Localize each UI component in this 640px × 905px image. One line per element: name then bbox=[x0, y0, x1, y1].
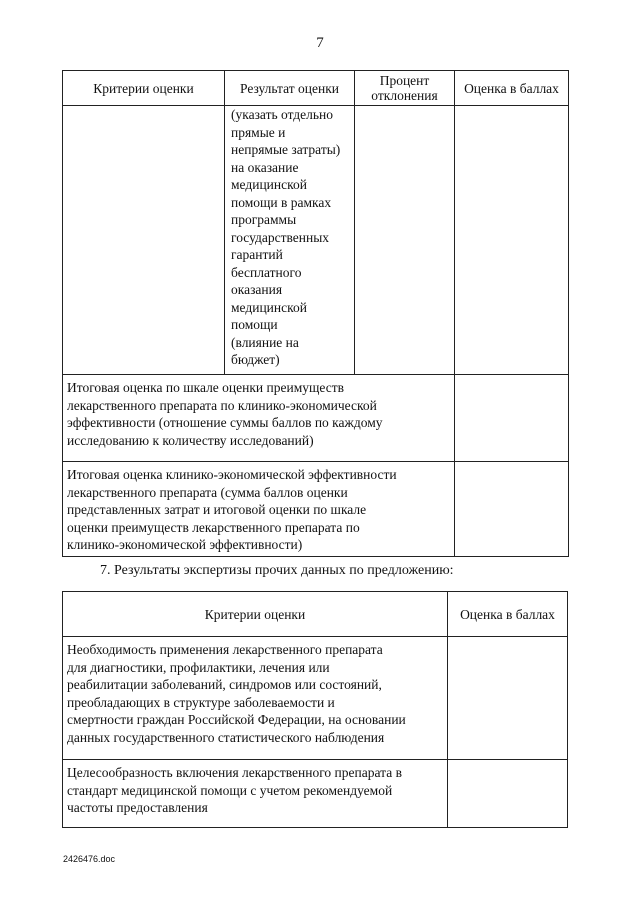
score-cell bbox=[448, 637, 568, 760]
header-deviation-percent: Процент отклонения bbox=[355, 71, 455, 106]
table-row bbox=[63, 760, 568, 828]
summary-total-score-text: Итоговая оценка клинико-экономической эффективности лекарственного препарата (сумма баллов оценки представленных затрат и итоговой оценки по шкале оценки преимуществ лекарственного препарата по клинико-экономической эффективности) bbox=[63, 462, 455, 557]
table-row bbox=[63, 106, 569, 375]
header-criteria: Критерии оценки bbox=[63, 592, 448, 637]
other-data-table bbox=[62, 591, 568, 828]
header-criteria: Критерии оценки bbox=[63, 71, 225, 106]
result-cell: (указать отдельно прямые и непрямые затраты) на оказание медицинской помощи в рамках программы государственных гарантий бесплатного оказания медицинской помощи (влияние на бюджет) bbox=[225, 106, 355, 375]
summary-benefit-score-text: Итоговая оценка по шкале оценки преимуществ лекарственного препарата по клинико-экономической эффективности (отношение суммы баллов по каждому исследованию к количеству исследований) bbox=[63, 375, 455, 462]
table-header-row bbox=[63, 71, 569, 106]
table-header-row bbox=[63, 592, 568, 637]
score-cell bbox=[455, 462, 569, 557]
deviation-cell bbox=[355, 106, 455, 375]
header-score: Оценка в баллах bbox=[448, 592, 568, 637]
header-result: Результат оценки bbox=[225, 71, 355, 106]
criteria-text: Необходимость применения лекарственного препарата для диагностики, профилактики, лечения или реабилитации заболеваний, синдромов или состояний, преобладающих в структуре заболеваемости и смертности граждан Российской Федерации, на основании данных государственного статистического наблюдения bbox=[63, 637, 448, 760]
table-row bbox=[63, 375, 569, 462]
score-cell bbox=[448, 760, 568, 828]
criteria-cell bbox=[63, 106, 225, 375]
table-row bbox=[63, 462, 569, 557]
cost-effectiveness-table bbox=[62, 70, 569, 557]
page-number: 7 bbox=[316, 35, 324, 51]
document-code: 2426476.doc bbox=[63, 854, 116, 864]
criteria-text: Целесообразность включения лекарственного препарата в стандарт медицинской помощи с учетом рекомендуемой частоты предоставления bbox=[63, 760, 448, 828]
section-heading: 7. Результаты экспертизы прочих данных по предложению: bbox=[100, 563, 454, 578]
header-score: Оценка в баллах bbox=[455, 71, 569, 106]
score-cell bbox=[455, 375, 569, 462]
table-row bbox=[63, 637, 568, 760]
score-cell bbox=[455, 106, 569, 375]
